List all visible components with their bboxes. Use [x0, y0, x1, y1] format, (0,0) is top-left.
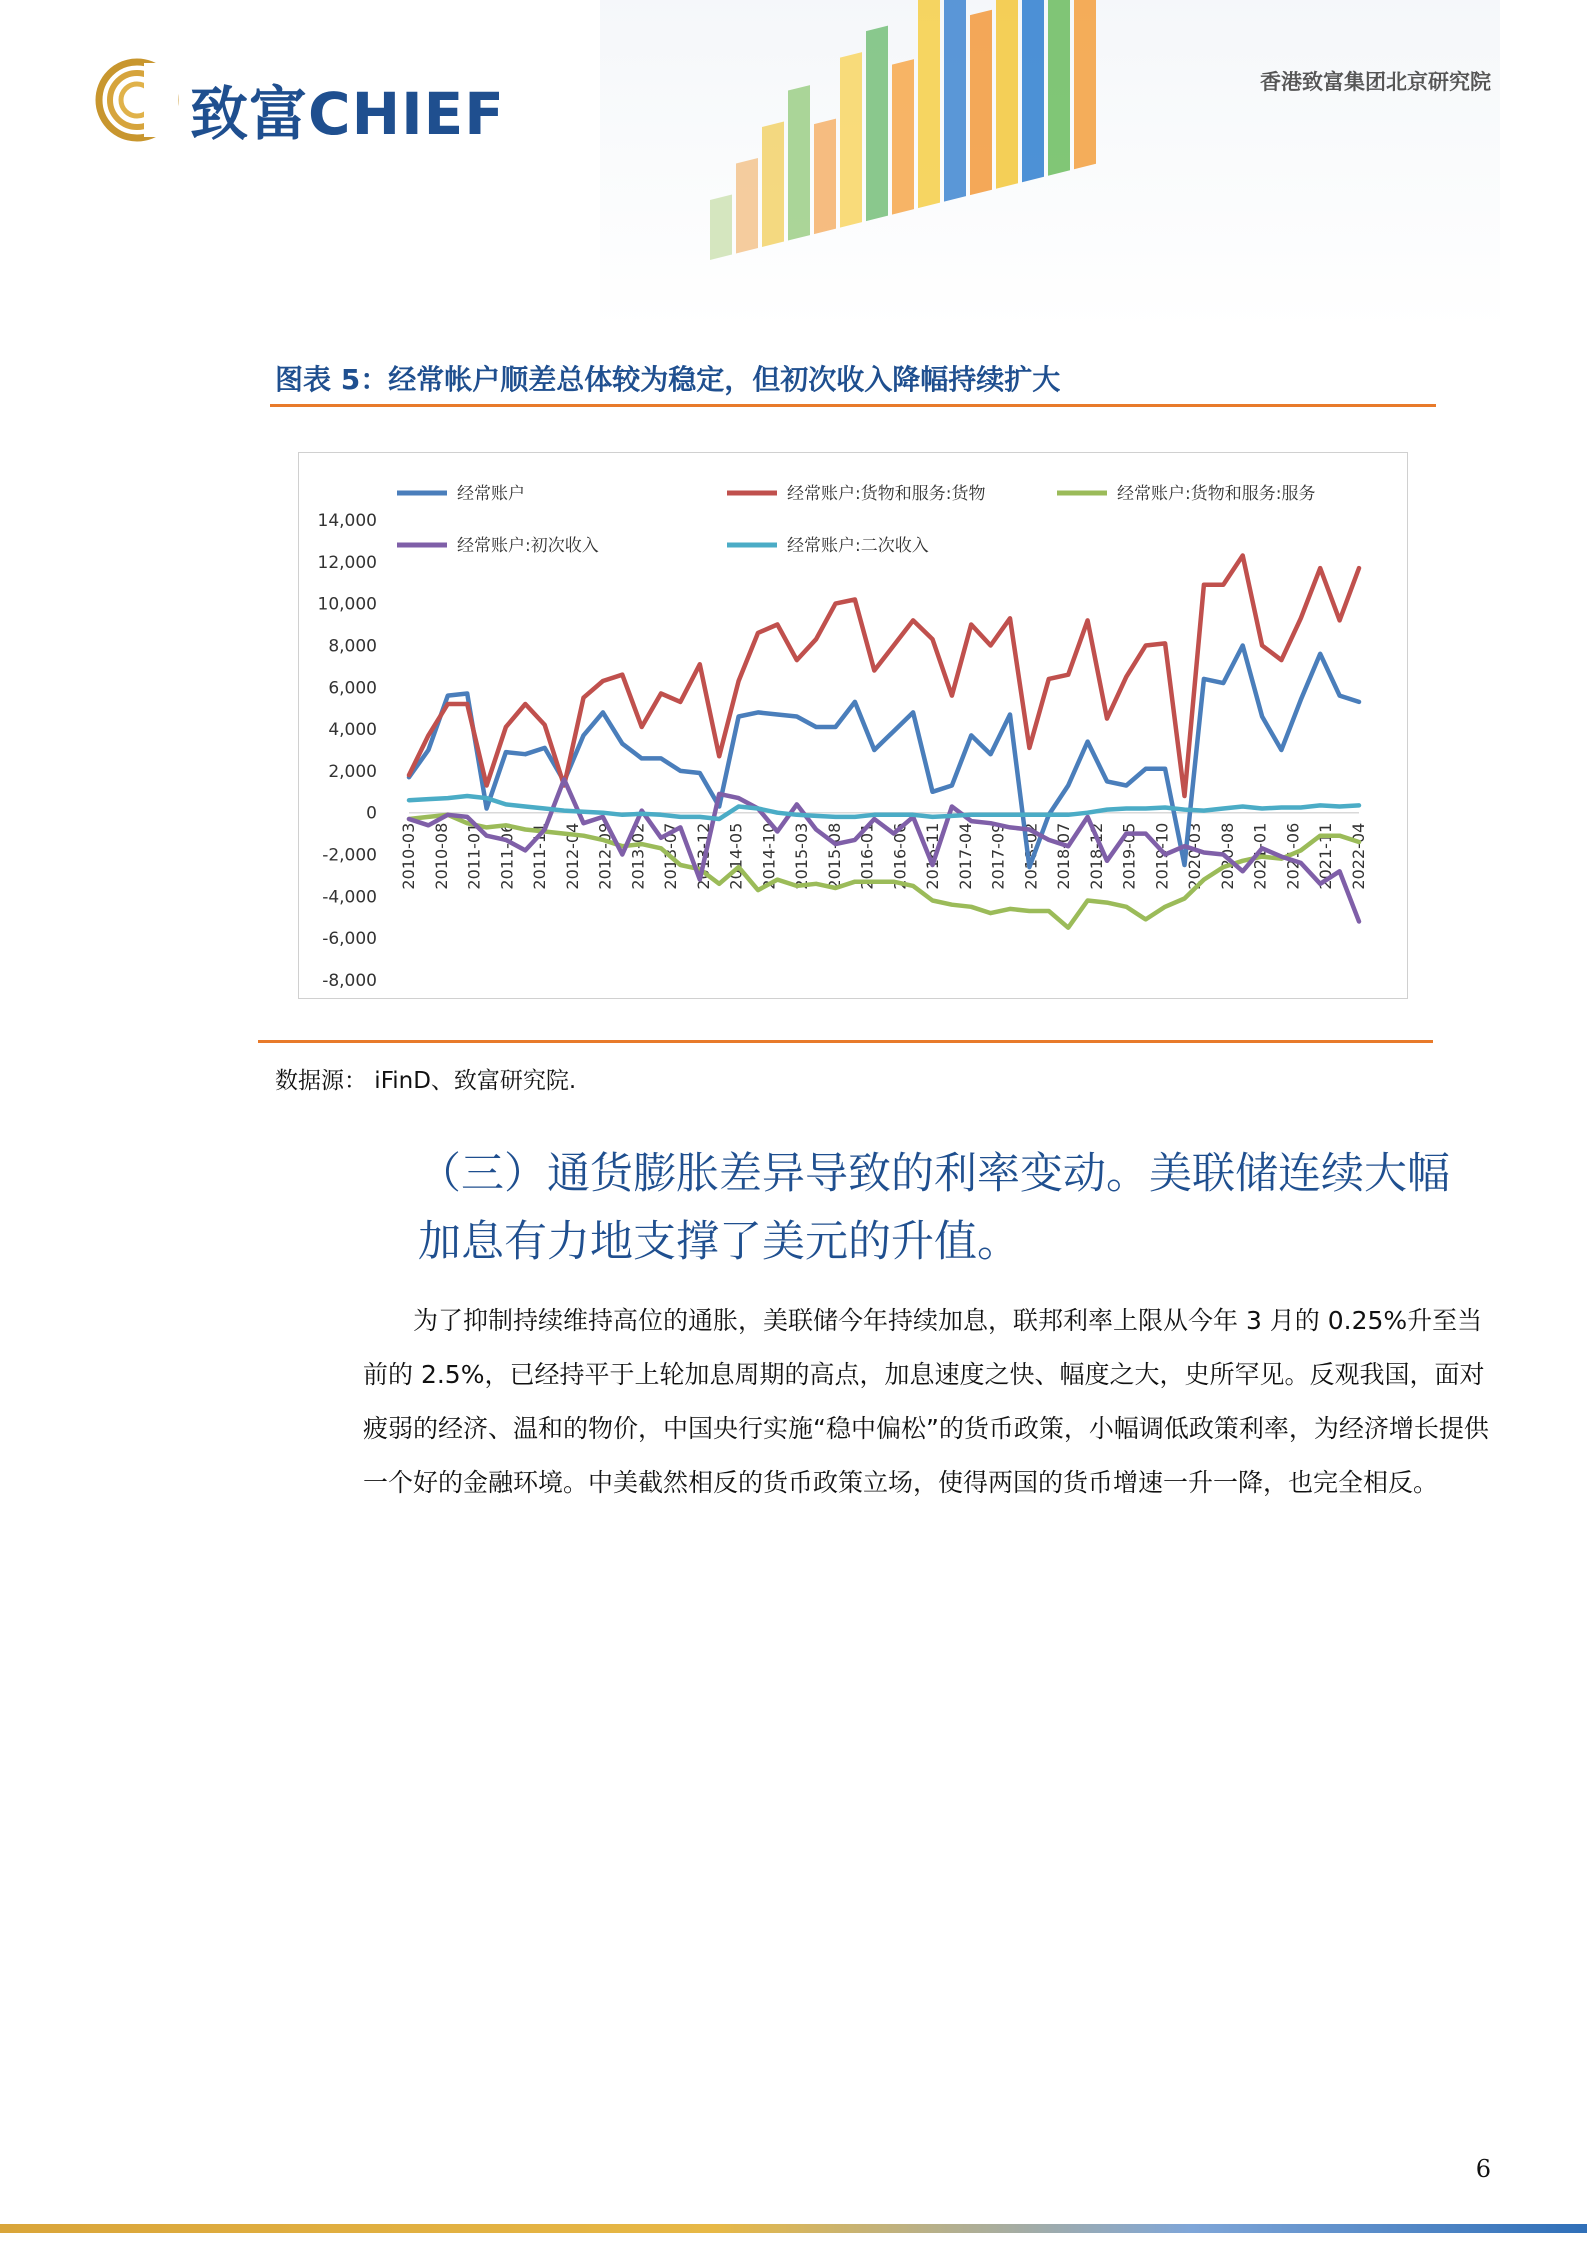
footer-gradient-bar	[0, 2224, 1587, 2233]
header-decorative-illustration	[600, 0, 1500, 330]
y-tick-label: 8,000	[328, 636, 377, 657]
figure-title: 图表 5：经常帐户顺差总体较为稳定，但初次收入降幅持续扩大	[275, 363, 1061, 396]
y-tick-label: -2,000	[322, 845, 377, 866]
y-tick-label: -8,000	[322, 971, 377, 991]
x-tick-label: 2018-07	[1054, 822, 1074, 890]
legend-label: 经常账户:二次收入	[787, 536, 929, 556]
x-tick-label: 2016-01	[857, 822, 877, 890]
title-divider	[270, 404, 1436, 407]
body-text	[363, 1294, 1503, 1510]
x-tick-label: 2021-01	[1250, 822, 1270, 890]
y-tick-label: 4,000	[328, 720, 377, 741]
legend-label: 经常账户:初次收入	[457, 536, 599, 556]
section-heading	[418, 1140, 1458, 1276]
legend-label: 经常账户:货物和服务:服务	[1117, 484, 1316, 504]
y-tick-label: 10,000	[317, 594, 377, 615]
x-tick-label: 2013-02	[628, 822, 648, 890]
x-tick-label: 2015-03	[792, 822, 812, 890]
x-tick-label: 2012-04	[562, 822, 582, 890]
y-tick-label: -4,000	[322, 887, 377, 908]
legend-label: 经常账户	[457, 484, 525, 504]
x-tick-label: 2015-08	[824, 822, 844, 890]
x-tick-label: 2013-07	[661, 822, 681, 890]
x-tick-label: 2022-04	[1349, 822, 1368, 890]
data-source-note: 数据源： iFinD、致富研究院.	[275, 1068, 577, 1094]
y-tick-label: 14,000	[317, 511, 377, 531]
y-tick-label: 12,000	[317, 552, 377, 573]
organization-name: 香港致富集团北京研究院	[1260, 70, 1491, 94]
x-tick-label: 2018-02	[1021, 822, 1041, 890]
legend-label: 经常账户:货物和服务:货物	[787, 484, 986, 504]
x-tick-label: 2016-11	[923, 822, 943, 890]
company-logo	[92, 55, 612, 148]
y-tick-label: 2,000	[328, 761, 377, 782]
x-tick-label: 2020-08	[1217, 822, 1237, 890]
section-heading-line-1: （三）通货膨胀差异导致的利率变动。美联储连续大幅	[418, 1149, 1450, 1199]
x-tick-label: 2011-06	[497, 822, 517, 890]
y-tick-label: 6,000	[328, 678, 377, 699]
x-tick-label: 2011-01	[464, 822, 484, 890]
logo-mark-icon	[92, 55, 182, 145]
logo-text: 致富CHIEF	[190, 80, 505, 148]
y-tick-label: 0	[366, 803, 377, 824]
x-tick-label: 2017-09	[988, 822, 1008, 890]
x-tick-label: 2017-04	[955, 822, 975, 890]
x-tick-label: 2016-06	[890, 822, 910, 890]
series-line	[409, 815, 1359, 928]
body-paragraph: 为了抑制持续维持高位的通胀，美联储今年持续加息，联邦利率上限从今年 3 月的 0.25%升至当前的 2.5%，已经持平于上轮加息周期的高点，加息速度之快、幅度之大，史所罕见。反观我国，面对疲弱的经济、温和的物价，中国央行实施“稳中偏松”的货币政策，小幅调低政策利率，为经济增长提供一个好的金融环境。中美截然相反的货币政策立场，使得两国的货币增速一升一降，也完全相反。	[363, 1306, 1489, 1497]
x-tick-label: 2010-08	[431, 822, 451, 890]
x-tick-label: 2010-03	[399, 822, 418, 890]
section-heading-line-2: 加息有力地支撑了美元的升值。	[418, 1217, 1020, 1267]
x-tick-label: 2020-03	[1185, 822, 1205, 890]
x-tick-label: 2014-10	[759, 822, 779, 890]
x-tick-label: 2012-09	[595, 822, 615, 890]
x-tick-label: 2014-05	[726, 822, 746, 890]
x-tick-label: 2013-12	[693, 822, 713, 890]
x-tick-label: 2021-11	[1316, 822, 1336, 890]
x-tick-label: 2019-10	[1152, 822, 1172, 890]
y-tick-label: -6,000	[322, 929, 377, 950]
x-tick-label: 2019-05	[1119, 822, 1139, 890]
chart-bottom-divider	[258, 1040, 1433, 1043]
page-number: 6	[1475, 2155, 1491, 2183]
x-tick-label: 2011-11	[530, 822, 550, 890]
x-tick-label: 2018-12	[1086, 822, 1106, 890]
x-tick-label: 2021-06	[1283, 822, 1303, 890]
series-line	[409, 779, 1359, 921]
current-account-chart	[299, 453, 1407, 998]
chart-container	[298, 452, 1408, 999]
